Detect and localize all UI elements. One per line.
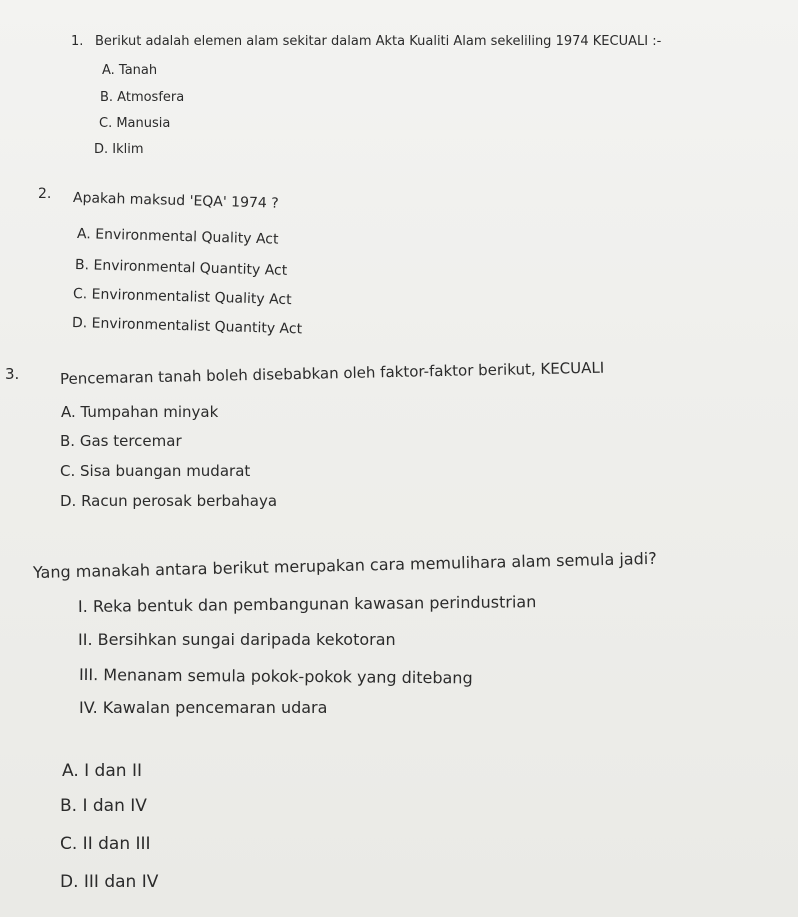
question-4-text: Yang manakah antara berikut merupakan cara memulihara alam semula jadi? [32, 548, 657, 582]
question-1-number: 1. [71, 34, 84, 49]
question-1-option-c: C. Manusia [99, 116, 171, 131]
question-3-number: 3. [5, 365, 20, 383]
question-2-option-a: A. Environmental Quality Act [76, 226, 279, 248]
question-4-option-d: D. III dan IV [60, 872, 159, 892]
question-4-statement-3: III. Menanam semula pokok-pokok yang ditebang [78, 665, 473, 688]
question-4-statement-4: IV. Kawalan pencemaran udara [79, 698, 328, 717]
question-2-number: 2. [38, 186, 52, 202]
question-1-option-d: D. Iklim [94, 142, 144, 157]
question-3-text: Pencemaran tanah boleh disebabkan oleh faktor-faktor berikut, KECUALI [59, 358, 605, 388]
question-4-option-c: C. II dan III [60, 834, 151, 854]
question-2-option-d: D. Environmentalist Quantity Act [71, 315, 303, 338]
question-3-option-a: A. Tumpahan minyak [61, 403, 219, 421]
question-1-text: Berikut adalah elemen alam sekitar dalam Akta Kualiti Alam sekeliling 1974 KECUALI :- [95, 34, 662, 49]
question-2-option-b: B. Environmental Quantity Act [74, 257, 288, 279]
question-4-option-a: A. I dan II [62, 761, 142, 781]
question-4-statement-2: II. Bersihkan sungai daripada kekotoran [78, 630, 396, 649]
question-3-option-c: C. Sisa buangan mudarat [60, 462, 251, 480]
question-3-option-b: B. Gas tercemar [60, 432, 182, 450]
question-3-option-d: D. Racun perosak berbahaya [60, 492, 278, 510]
question-4-option-b: B. I dan IV [60, 796, 147, 816]
question-2-text: Apakah maksud 'EQA' 1974 ? [72, 190, 279, 212]
question-1-option-b: B. Atmosfera [100, 90, 185, 105]
question-4-statement-1: I. Reka bentuk dan pembangunan kawasan perindustrian [77, 592, 537, 616]
question-2-option-c: C. Environmentalist Quality Act [72, 286, 292, 309]
question-1-option-a: A. Tanah [102, 63, 158, 78]
